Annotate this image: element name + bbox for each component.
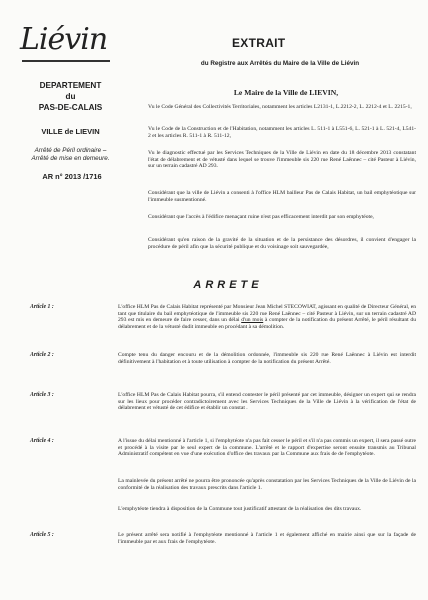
consideration-paragraph: Vu le diagnostic effectué par les Services Techniques de la Ville de Liévin en date du 18 décembre 2013 constatant l'état de délabrement et de vétusté dans lequel se trouve l'immeuble sis 220 rue René Laënnec – cité Pasteur à Liévin, sur un terrain cadastré AD 293. — [148, 150, 416, 170]
article-label: Article 3 : — [30, 392, 54, 398]
consideration-paragraph: Considérant qu'en raison de la gravité de la situation et de la persistance des désordres, il convient d'engager la procédure de péril afin que la sécurité publique et du voisinage soit sauvegardée, — [148, 237, 416, 250]
department-line: du — [65, 92, 76, 101]
article-text: L'office HLM Pas de Calais Habitat représenté par Monsieur Jean Michel STECOWIAT, agissant en qualité de Directeur Général, en tant que titulaire du bail emphytéotique de l'immeuble sis 220 rue René Laënnec – cité Pasteur à Liévin, sur un terrain cadastré AD 293 est mis en demeure de faire cesser, dans un délai — [118, 304, 416, 324]
consideration-paragraph: Considérant que l'accès à l'édifice menaçant ruine n'est pas efficacement interdit par son emphytéote, — [148, 214, 374, 220]
article-text: à compter de la notification du présent Arrêté, le péril résultant du délabrement et de la vétusté dudit immeuble en procédant à sa démolition. — [118, 317, 416, 330]
arrete-heading: ARRETE — [193, 279, 263, 291]
city-logo — [20, 22, 110, 70]
article-body: A l'issue du délai mentionné à l'article 1, si l'emphytéote n'a pas fait cesser le péril et s'il n'a pas commis un expert, il sera passé outre et procédé à la visite par le seul expert de la commune. L'arrêté et le rapport d'expertise seront ensuite transmis au Tribunal Administratif compétent en vue d'une exécution d'office des travaux par la Commune aux frais de de l'emphytéote. — [118, 438, 416, 458]
logo-text: Liévin — [20, 22, 108, 57]
arrete-type-line: Arrêté de mise en demeure. — [31, 155, 110, 162]
article-text-underlined: d'un mois — [241, 317, 264, 324]
ville-label: VILLE de LIEVIN — [41, 127, 100, 136]
article-body: Compte tenu du danger encouru et de la démolition ordonnée, l'immeuble sis 220 rue René Laënnec à Liévin est interdit définitivement à l'habitation et à toute utilisation à compter de la notification du présent Arrêté. — [118, 352, 416, 365]
arrete-type-line: Arrêté de Péril ordinaire – — [34, 147, 107, 154]
document-subtitle: du Registre aux Arrêtés du Maire de la Ville de Liévin — [200, 60, 360, 67]
consideration-paragraph: Vu le Code de la Construction et de l'Habitation, notamment les articles L. 511-1 à L551-6, L. 521-1 à L. 521-4, L541-2 et les articles R. 511-1 à R. 511-12, — [148, 126, 416, 139]
logo-underline — [22, 60, 110, 62]
maire-heading: Le Maire de la Ville de LIEVIN, — [233, 88, 339, 97]
arrete-number: AR n° 2013 /1716 — [42, 172, 102, 181]
department-block — [18, 80, 123, 113]
consideration-paragraph: Vu le Code Général des Collectivités Territoriales, notamment les articles L2131-1, L.2212-2, L. 2212-4 et L. 2215-1, — [148, 104, 412, 110]
article-label: Article 1 : — [30, 304, 54, 310]
consideration-paragraph: Considérant que la ville de Liévin a consenti à l'office HLM bailleur Pas de Calais Habitat, un bail emphytéotique sur l'immeuble susmentionné. — [148, 190, 416, 203]
arrete-type — [18, 147, 123, 163]
article-label: Article 2 : — [30, 352, 54, 358]
department-line: DEPARTEMENT — [39, 81, 102, 90]
article-label: Article 5 : — [30, 532, 54, 538]
article-body: La mainlevée du présent arrêté ne pourra être prononcée qu'après constatation par les Services Techniques de la Ville de Liévin de la conformité de la réalisation des travaux prescrits dans l'article 1. — [118, 478, 416, 491]
article-body: L'emphytéote tiendra à disposition de la Commune tout justificatif attestant de la réalisation des dits travaux. — [118, 506, 362, 512]
document-title: EXTRAIT — [232, 36, 286, 50]
article-body: L'office HLM Pas de Calais Habitat pourra, s'il entend contester le péril présenté par cet immeuble, désigner un expert qui se rendra sur les lieux pour procéder contradictoirement avec les Services Techniques de la Ville de Liévin à la vérification de l'état de délabrement et vétusté de cet édifice et établir un constat . — [118, 392, 416, 412]
article-label: Article 4 : — [30, 438, 54, 444]
department-line: PAS-DE-CALAIS — [38, 103, 103, 112]
article-body — [118, 304, 416, 330]
article-body: Le présent arrêté sera notifié à l'emphytéote mentionné à l'article 1 et également affiché en mairie ainsi que sur la façade de l'immeuble par et aux frais de l'emphytéote. — [118, 532, 416, 545]
